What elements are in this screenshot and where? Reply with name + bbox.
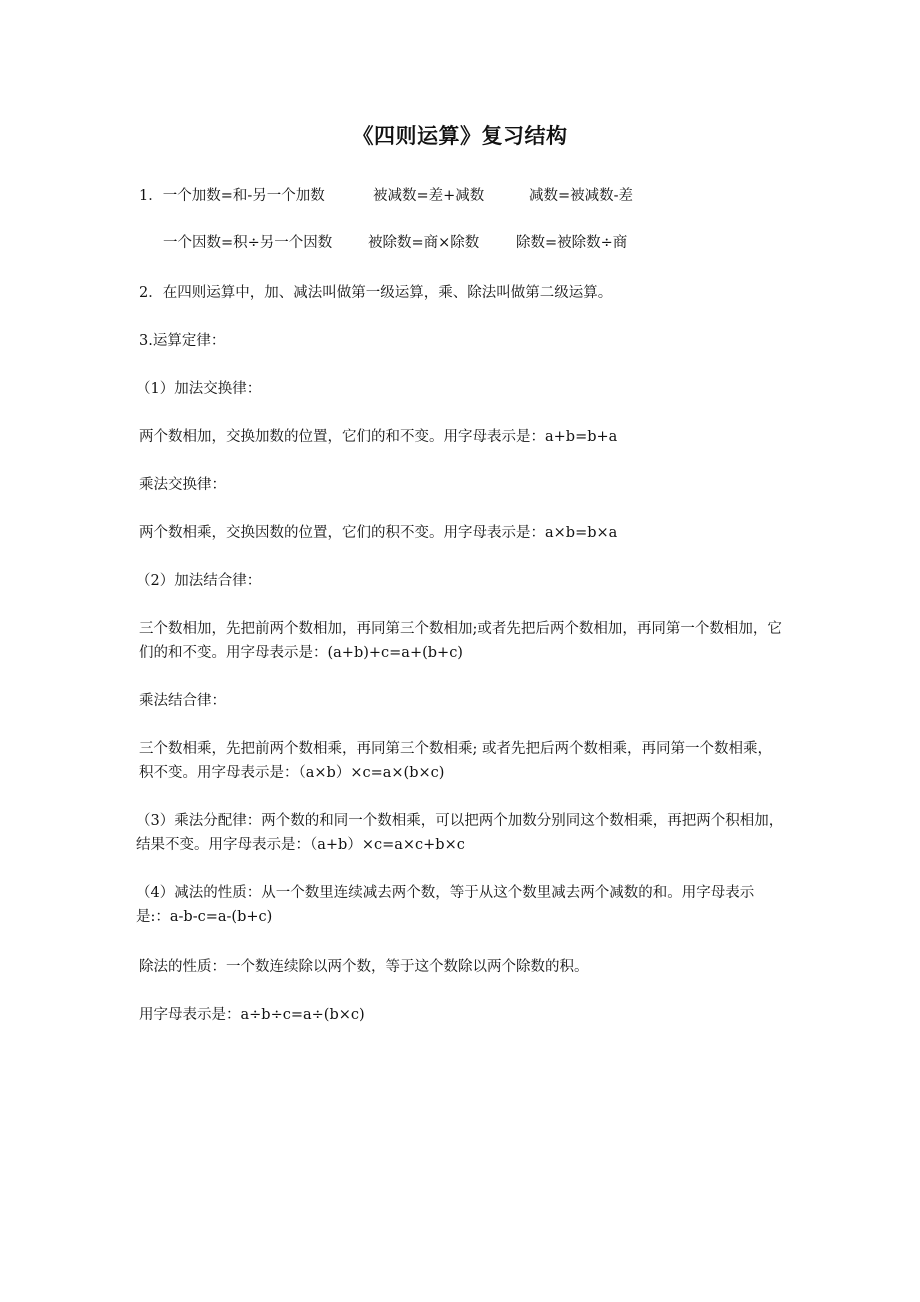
page-title: 《四则运算》复习结构	[352, 123, 568, 148]
item1-row1	[139, 184, 784, 208]
law2-text: 三个数相加，先把前两个数相加，再同第三个数相加;或者先把后两个数相加，再同第一个数相加，它们的和不变。用字母表示是：(a+b)+c=a+(b+c)	[139, 621, 782, 661]
formula-addend: 1．一个加数=和-另一个加数	[139, 188, 325, 204]
law1b-heading: 乘法交换律：	[139, 477, 226, 493]
law2b-text: 三个数相乘，先把前两个数相乘，再同第三个数相乘; 或者先把后两个数相乘，再同第一个数相乘， 积不变。用字母表示是：（a×b）×c=a×(b×c)	[139, 741, 772, 781]
formula-dividend: 被除数=商×除数	[368, 235, 480, 251]
item3-heading: 3.运算定律：	[139, 333, 226, 349]
law4b-formula: 用字母表示是：a÷b÷c=a÷(b×c)	[139, 1007, 365, 1023]
formula-divisor: 除数=被除数÷商	[516, 235, 628, 251]
item1-row2	[163, 231, 783, 255]
law2-heading: （2）加法结合律：	[136, 573, 262, 589]
law3-text: （3）乘法分配律：两个数的和同一个数相乘，可以把两个加数分别同这个数相乘，再把两个积相加，结果不变。用字母表示是：（a+b）×c=a×c+b×c	[136, 813, 784, 853]
law2b-heading: 乘法结合律：	[139, 693, 226, 709]
law4-text: （4）减法的性质：从一个数里连续减去两个数，等于从这个数里减去两个减数的和。用字母表示是:：a-b-c=a-(b+c)	[136, 885, 755, 925]
formula-minuend: 被减数=差+减数	[373, 188, 485, 204]
law1-heading: （1）加法交换律：	[136, 381, 262, 397]
formula-factor: 一个因数=积÷另一个因数	[163, 235, 333, 251]
law4b-text: 除法的性质：一个数连续除以两个数，等于这个数除以两个除数的积。	[139, 959, 589, 975]
law1b-text: 两个数相乘，交换因数的位置，它们的积不变。用字母表示是：a×b=b×a	[139, 525, 618, 541]
item2-text: 2．在四则运算中，加、减法叫做第一级运算，乘、除法叫做第二级运算。	[139, 285, 613, 301]
law1-text: 两个数相加，交换加数的位置，它们的和不变。用字母表示是：a+b=b+a	[139, 429, 618, 445]
formula-subtrahend: 减数=被减数-差	[529, 188, 634, 204]
